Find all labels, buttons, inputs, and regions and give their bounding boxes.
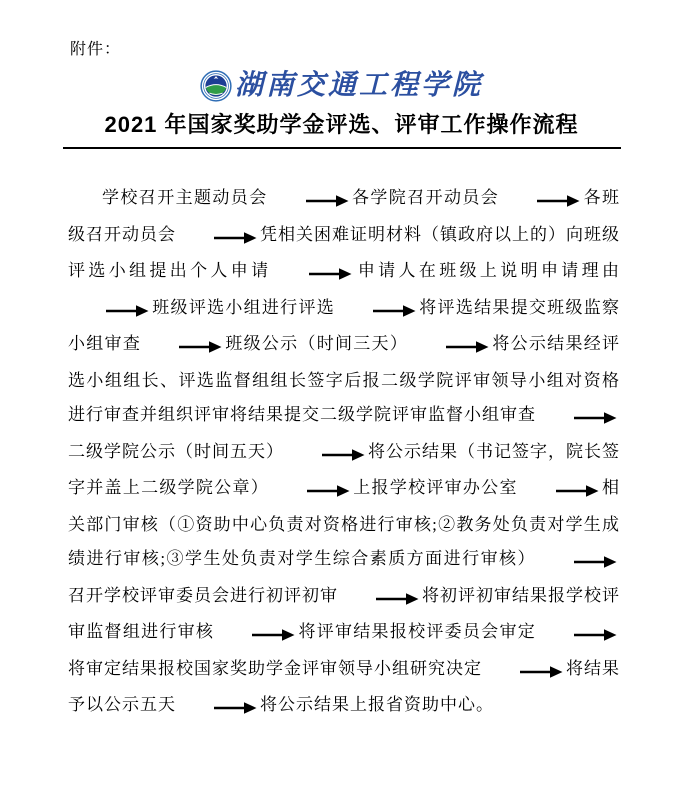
flow-arrow-icon	[71, 293, 149, 328]
flow-arrow-icon	[179, 690, 257, 725]
school-name: 湖南交通工程学院	[234, 70, 483, 101]
flow-arrow-icon	[217, 617, 295, 652]
flow-step-text: 各班级召开动员会	[68, 188, 621, 244]
flow-step-text: 将评审结果报校评委员会审定	[298, 622, 537, 641]
flow-step-text: 将评选结果提交班级监察小组审查	[68, 297, 620, 353]
flow-arrow-icon	[272, 473, 350, 508]
flow-arrow-icon	[521, 473, 599, 508]
flow-arrow-icon	[539, 400, 617, 435]
flow-step-text: 申请人在班级上说明申请理由	[355, 261, 621, 280]
flow-arrow-icon	[179, 220, 257, 255]
flow-step-text: 班级评选小组进行评选	[152, 297, 335, 317]
flow-step-text: 将初评初审结果报学校评审监督组进行审核	[68, 585, 620, 641]
flow-arrow-icon	[144, 329, 222, 364]
flow-step-text: 将审定结果报校国家奖助学金评审领导小组研究决定	[68, 658, 482, 678]
page-title: 2021 年国家奖助学金评选、评审工作操作流程	[104, 112, 579, 137]
school-logo-icon	[200, 70, 232, 102]
flow-arrow-icon	[271, 183, 349, 218]
attachment-label: 附件：	[70, 41, 122, 58]
flow-arrow-icon	[274, 256, 352, 291]
flow-step-text: 将公示结果（书记签字，院长签字并盖上二级学院公章）	[68, 441, 620, 497]
flow-step-text: 各学院召开动员会	[351, 188, 500, 207]
flow-step-text: 将公示结果上报省资助中心。	[260, 695, 494, 714]
flow-step-text: 凭相关困难证明材料（镇政府以上的）向班级评选小组提出个人申请	[68, 224, 620, 280]
flow-arrow-icon	[539, 617, 617, 652]
flow-arrow-icon	[338, 293, 416, 328]
flow-step-text: 二级学院公示（时间五天）	[68, 441, 284, 461]
school-header	[0, 67, 683, 105]
flow-arrow-icon	[341, 581, 419, 616]
title-divider	[63, 147, 621, 149]
flow-paragraph	[68, 181, 620, 725]
flow-arrow-icon	[502, 183, 580, 218]
flow-arrow-icon	[485, 654, 563, 689]
flow-step-text: 召开学校评审委员会进行初评初审	[68, 585, 338, 605]
flow-step-text: 将结果予以公示五天	[68, 658, 620, 714]
flow-arrow-icon	[539, 544, 617, 579]
flow-step-text: 学校召开主题动员会	[102, 188, 268, 207]
flow-step-text: 上报学校评审办公室	[353, 478, 518, 497]
flow-step-text: 将公示结果经评选小组组长、评选监督组组长签字后报二级学院评审领导小组对资格进行审查并组织评审将结果提交二级学院评审监督小组审查	[68, 334, 621, 424]
flow-step-text: 相关部门审核（①资助中心负责对资格进行审核;②教务处负责对学生成绩进行审核;③学生处负责对学生综合素质方面进行审核）	[68, 478, 621, 568]
flow-arrow-icon	[411, 329, 489, 364]
flow-arrow-icon	[287, 437, 365, 472]
flow-step-text: 班级公示（时间三天）	[225, 334, 409, 353]
